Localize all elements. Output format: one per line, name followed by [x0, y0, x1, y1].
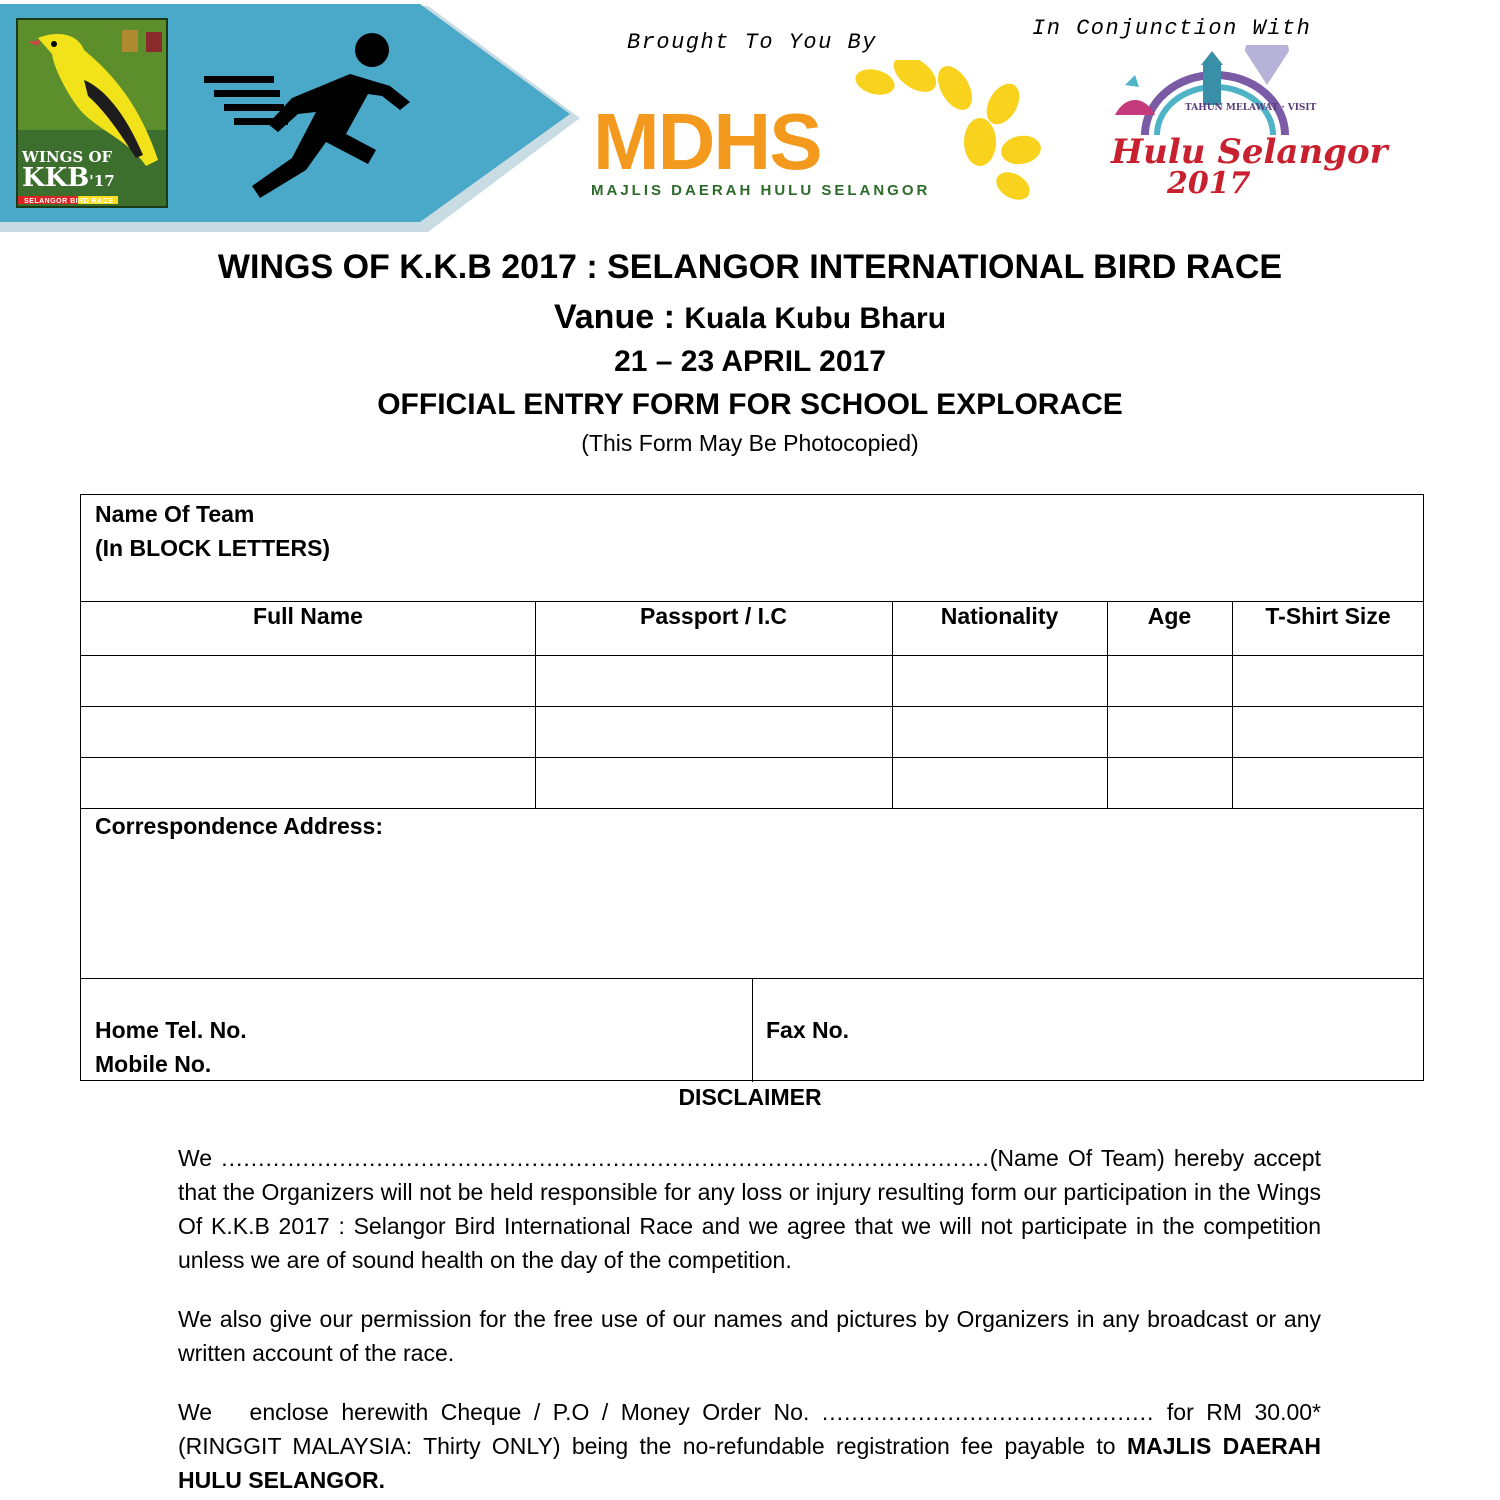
payee-name: MAJLIS DAERAH HULU SELANGOR.: [178, 1433, 1322, 1493]
kkb-logo-subtitle: SELANGOR BIRD RACE: [24, 198, 114, 205]
event-dates: 21 – 23 APRIL 2017: [614, 345, 886, 378]
venue-line: [0, 298, 1500, 337]
member-2-full-name-cell[interactable]: [81, 706, 535, 757]
team-name-field[interactable]: [421, 495, 1421, 601]
member-3-passport-cell[interactable]: [535, 757, 892, 808]
team-name-blank[interactable]: ........................................................................................................: [221, 1145, 990, 1171]
fax-label: Fax No.: [766, 1017, 850, 1043]
in-conjunction-with-label: In Conjunction With: [1032, 16, 1312, 41]
column-header-tshirt-size: T-Shirt Size: [1265, 603, 1391, 629]
mdhs-wordmark: MDHS: [593, 97, 821, 186]
member-3-tshirt-cell[interactable]: [1232, 757, 1424, 808]
column-header-age: Age: [1147, 603, 1192, 629]
disclaimer-paragraph-2: We also give our permission for the free use of our names and pictures by Organizers in any broadcast or any written account of the race.: [178, 1306, 1321, 1366]
member-3-full-name-cell[interactable]: [81, 757, 535, 808]
disclaimer-paragraph-1: We ........................................................................................................(Name Of Team) hereby accept that the Organizers will not be held responsible for any loss or injury resulting form our participation in the Wings Of K.K.B 2017 : Selangor Bird International Race and we agree that we will not participate in the competition unless we are of sound health on the day of the competition.: [178, 1145, 1321, 1273]
team-name-label: Name Of Team: [95, 501, 255, 527]
member-2-passport-cell[interactable]: [535, 706, 892, 757]
member-1-tshirt-cell[interactable]: [1232, 655, 1424, 706]
column-header-nationality: Nationality: [940, 603, 1059, 629]
team-name-block-letters-hint: (In BLOCK LETTERS): [95, 535, 331, 561]
cheque-number-blank[interactable]: .............................................: [821, 1399, 1155, 1425]
mobile-label: Mobile No.: [95, 1051, 212, 1077]
correspondence-address-field[interactable]: [81, 845, 1424, 978]
correspondence-address-label: Correspondence Address:: [95, 813, 383, 839]
member-1-age-cell[interactable]: [1107, 655, 1232, 706]
member-1-full-name-cell[interactable]: [81, 655, 535, 706]
member-2-age-cell[interactable]: [1107, 706, 1232, 757]
event-title: WINGS OF K.K.B 2017 : SELANGOR INTERNATIONAL BIRD RACE: [217, 248, 1283, 286]
disclaimer-title: DISCLAIMER: [678, 1084, 822, 1110]
member-3-age-cell[interactable]: [1107, 757, 1232, 808]
entry-form-table: [80, 494, 1424, 1081]
column-divider: [752, 978, 753, 1082]
hulu-selangor-year: 2017: [1167, 166, 1251, 201]
visit-label: TAHUN MELAWAT · VISIT: [1185, 103, 1317, 113]
kkb-logo-text: WINGS OF KKB'17: [22, 148, 115, 193]
member-2-nationality-cell[interactable]: [892, 706, 1107, 757]
wings-of-kkb-logo: [16, 18, 168, 208]
mdhs-full-name: MAJLIS DAERAH HULU SELANGOR: [591, 182, 931, 199]
member-3-nationality-cell[interactable]: [892, 757, 1107, 808]
fax-field[interactable]: [921, 979, 1421, 1079]
member-2-tshirt-cell[interactable]: [1232, 706, 1424, 757]
home-tel-label: Home Tel. No.: [95, 1017, 247, 1043]
visit-hulu-selangor-logo: [1105, 45, 1388, 205]
venue-value: Kuala Kubu Bharu: [684, 302, 947, 335]
venue-label: Vanue :: [553, 298, 685, 336]
phone-field[interactable]: [341, 979, 751, 1079]
column-header-passport: Passport / I.C: [640, 603, 787, 629]
column-header-full-name: Full Name: [253, 603, 363, 629]
form-title: OFFICIAL ENTRY FORM FOR SCHOOL EXPLORACE: [377, 388, 1123, 421]
photocopy-note: (This Form May Be Photocopied): [581, 430, 919, 456]
member-1-passport-cell[interactable]: [535, 655, 892, 706]
hulu-selangor-wordmark: Hulu Selangor: [1111, 132, 1388, 172]
brought-to-you-by-label: Brought To You By: [627, 30, 877, 55]
mdhs-logo: [585, 60, 1045, 210]
row-divider: [81, 601, 1423, 602]
running-man-icon: [200, 30, 420, 200]
disclaimer-paragraph-3: We enclose herewith Cheque / P.O / Money Order No. ............................................. for RM 30.00* (RINGGIT MALAYSIA: Thirty ONLY) being the no-refundable registration fee payable to MAJLIS DAERAH HULU SELANGOR.: [178, 1399, 1322, 1493]
hulu-selangor-skyline-icon: [1105, 45, 1315, 145]
member-1-nationality-cell[interactable]: [892, 655, 1107, 706]
